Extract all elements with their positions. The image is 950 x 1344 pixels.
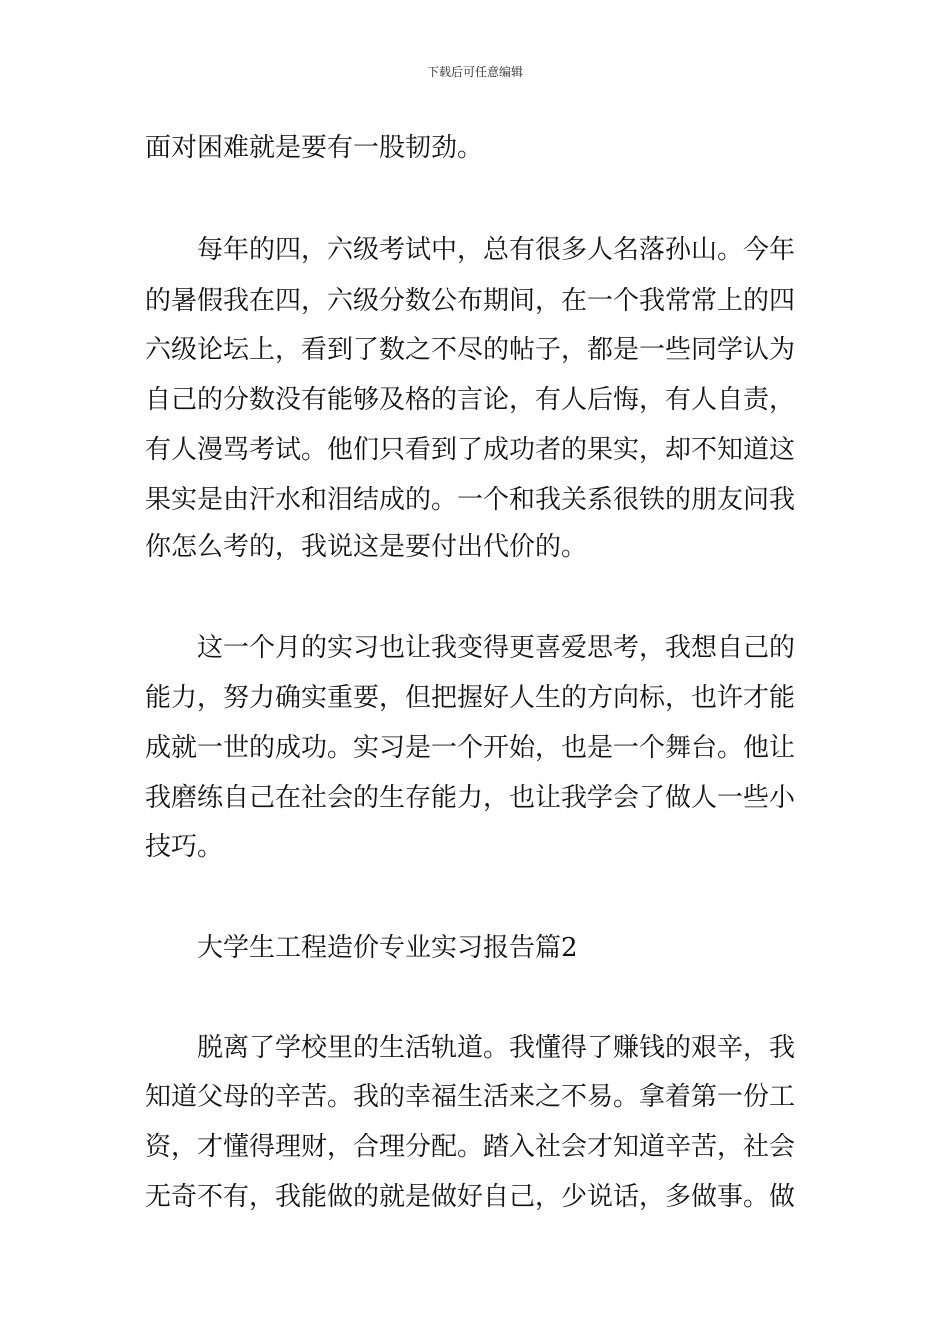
text-line: 有人漫骂考试。他们只看到了成功者的果实，却不知道这 [145, 435, 796, 465]
text-line: 的暑假我在四，六级分数公布期间，在一个我常常上的四 [145, 286, 796, 316]
text-line: 我磨练自己在社会的生存能力，也让我学会了做人一些小 [145, 783, 796, 813]
page-header: 下载后可任意编辑 [426, 65, 523, 79]
text-line: 技巧。 [145, 832, 224, 862]
text-line: 你怎么考的，我说这是要付出代价的。 [145, 532, 588, 562]
text-line: 资，才懂得理财，合理分配。踏入社会才知道辛苦，社会 [145, 1132, 796, 1162]
text-line: 果实是由汗水和泪结成的。一个和我关系很铁的朋友问我 [145, 485, 796, 515]
section-heading: 大学生工程造价专业实习报告篇2 [197, 933, 578, 963]
text-line: 每年的四，六级考试中，总有很多人名落孙山。今年 [197, 235, 796, 265]
text-line: 六级论坛上，看到了数之不尽的帖子，都是一些同学认为 [145, 335, 796, 365]
text-line: 无奇不有，我能做的就是做好自己，少说话，多做事。做 [145, 1182, 796, 1212]
text-line: 成就一世的成功。实习是一个开始，也是一个舞台。他让 [145, 733, 796, 763]
text-line: 面对困难就是要有一股韧劲。 [145, 133, 484, 163]
text-line: 这一个月的实习也让我变得更喜爱思考，我想自己的 [197, 633, 796, 663]
text-line: 能力，努力确实重要，但把握好人生的方向标，也许才能 [145, 683, 796, 713]
text-line: 知道父母的辛苦。我的幸福生活来之不易。拿着第一份工 [145, 1082, 796, 1112]
text-line: 脱离了学校里的生活轨道。我懂得了赚钱的艰辛，我 [197, 1033, 796, 1063]
text-line: 自己的分数没有能够及格的言论，有人后悔，有人自责， [145, 385, 796, 415]
